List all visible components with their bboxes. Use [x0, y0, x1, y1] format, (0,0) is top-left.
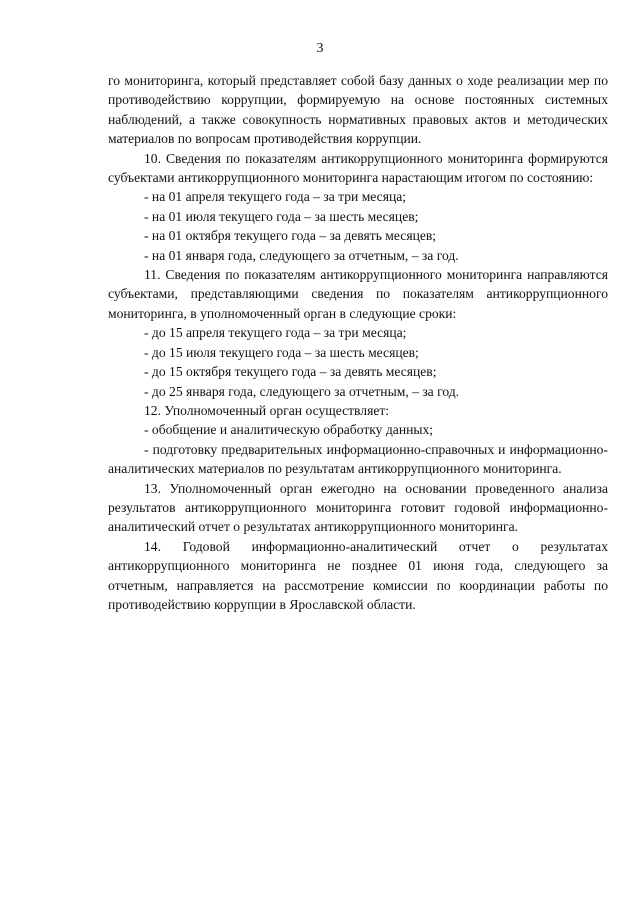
list-item: - подготовку предварительных информационно-справочных и информационно-аналитических материалов по результатам антикоррупционного мониторинга.	[108, 441, 608, 477]
paragraph-14: 14. Годовой информационно-аналитический отчет о результатах антикоррупционного мониторинга не позднее 01 июня года, следующего за отчетным, направляется на рассмотрение комиссии по координации работы по противодействию коррупции в Ярославской области.	[108, 538, 608, 612]
paragraph-12: 12. Уполномоченный орган осуществляет:	[144, 402, 390, 418]
list-item: - до 15 апреля текущего года – за три месяца;	[144, 325, 407, 341]
list-item: - на 01 января года, следующего за отчетным, – за год.	[144, 247, 459, 263]
document-body	[108, 71, 608, 614]
page-number: 3	[316, 41, 324, 56]
list-item: - на 01 октября текущего года – за девять месяцев;	[144, 228, 437, 244]
list-item: - до 15 июля текущего года – за шесть месяцев;	[144, 344, 419, 360]
paragraph-10: 10. Сведения по показателям антикоррупционного мониторинга формируются субъектами антикоррупционного мониторинга нарастающим итогом по состоянию:	[108, 150, 608, 186]
paragraph-13: 13. Уполномоченный орган ежегодно на основании проведенного анализа результатов антикоррупционного мониторинга готовит годовой информационно-аналитический отчет о результатах антикоррупционного мониторинга.	[108, 480, 608, 535]
paragraph-continuation: го мониторинга, который представляет собой базу данных о ходе реализации мер по противодействию коррупции, формируемую на основе постоянных системных наблюдений, а также совокупность нормативных правовых актов и методических материалов по вопросам противодействия коррупции.	[108, 73, 608, 147]
list-item: - до 25 января года, следующего за отчетным, – за год.	[144, 383, 460, 399]
list-item: - на 01 июля текущего года – за шесть месяцев;	[144, 208, 419, 224]
list-item: - обобщение и аналитическую обработку данных;	[144, 422, 434, 438]
list-item: - на 01 апреля текущего года – за три месяца;	[144, 189, 407, 205]
list-item: - до 15 октября текущего года – за девять месяцев;	[144, 364, 437, 380]
paragraph-11: 11. Сведения по показателям антикоррупционного мониторинга направляются субъектами, представляющими сведения по показателям антикоррупционного мониторинга, в уполномоченный орган в следующие сроки:	[108, 267, 608, 321]
